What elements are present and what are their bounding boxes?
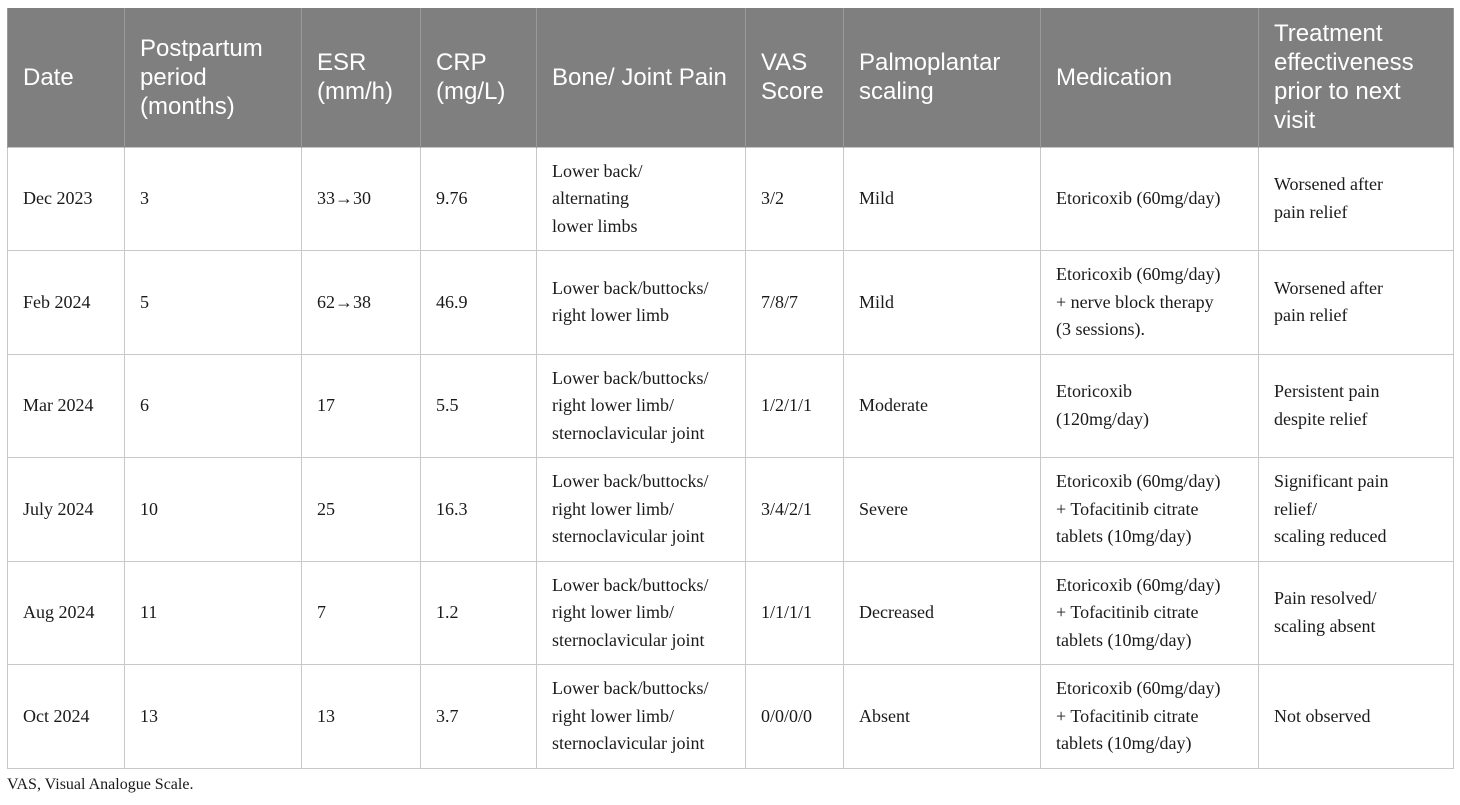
cell-esr: 13 [302,665,421,769]
cell-crp: 46.9 [421,251,537,355]
header-bone-joint-pain: Bone/ Joint Pain [537,8,746,147]
cell-postpartum-period: 11 [125,561,302,665]
table-row [8,147,1454,251]
header-esr: ESR (mm/h) [302,8,421,147]
cell-palmoplantar-scaling: Mild [844,147,1041,251]
header-vas-score: VAS Score [746,8,844,147]
cell-palmoplantar-scaling: Moderate [844,354,1041,458]
cell-date: Feb 2024 [8,251,125,355]
cell-crp: 1.2 [421,561,537,665]
header-palmoplantar-scaling: Palmoplantar scaling [844,8,1041,147]
header-crp: CRP (mg/L) [421,8,537,147]
cell-vas-score: 0/0/0/0 [746,665,844,769]
cell-bone-joint-pain: Lower back/ alternating lower limbs [537,147,746,251]
header-treatment-effectiveness: Treatment effectiveness prior to next visit [1259,8,1454,147]
cell-date: Aug 2024 [8,561,125,665]
cell-date: July 2024 [8,458,125,562]
cell-treatment-effectiveness: Worsened after pain relief [1259,251,1454,355]
cell-treatment-effectiveness: Worsened after pain relief [1259,147,1454,251]
cell-bone-joint-pain: Lower back/buttocks/ right lower limb/ sternoclavicular joint [537,458,746,562]
cell-postpartum-period: 6 [125,354,302,458]
cell-medication: Etoricoxib (60mg/day) + Tofacitinib citrate tablets (10mg/day) [1041,665,1259,769]
table-row [8,561,1454,665]
cell-date: Mar 2024 [8,354,125,458]
cell-esr: 25 [302,458,421,562]
cell-medication: Etoricoxib (60mg/day) + nerve block therapy (3 sessions). [1041,251,1259,355]
cell-esr: 7 [302,561,421,665]
cell-bone-joint-pain: Lower back/buttocks/ right lower limb [537,251,746,355]
cell-palmoplantar-scaling: Mild [844,251,1041,355]
clinical-course-table-container [7,8,1453,769]
cell-medication: Etoricoxib (120mg/day) [1041,354,1259,458]
cell-medication: Etoricoxib (60mg/day) [1041,147,1259,251]
cell-bone-joint-pain: Lower back/buttocks/ right lower limb/ sternoclavicular joint [537,665,746,769]
header-date: Date [8,8,125,147]
cell-postpartum-period: 10 [125,458,302,562]
cell-medication: Etoricoxib (60mg/day) + Tofacitinib citrate tablets (10mg/day) [1041,458,1259,562]
cell-crp: 3.7 [421,665,537,769]
cell-date: Oct 2024 [8,665,125,769]
cell-palmoplantar-scaling: Decreased [844,561,1041,665]
cell-esr: 17 [302,354,421,458]
table-row [8,458,1454,562]
cell-postpartum-period: 13 [125,665,302,769]
cell-crp: 5.5 [421,354,537,458]
cell-vas-score: 7/8/7 [746,251,844,355]
table-footnote: VAS, Visual Analogue Scale. [7,776,194,793]
cell-date: Dec 2023 [8,147,125,251]
cell-vas-score: 1/1/1/1 [746,561,844,665]
cell-palmoplantar-scaling: Severe [844,458,1041,562]
cell-bone-joint-pain: Lower back/buttocks/ right lower limb/ sternoclavicular joint [537,561,746,665]
cell-treatment-effectiveness: Pain resolved/ scaling absent [1259,561,1454,665]
clinical-course-table [7,8,1454,769]
cell-palmoplantar-scaling: Absent [844,665,1041,769]
header-postpartum-period: Postpartum period (months) [125,8,302,147]
cell-crp: 16.3 [421,458,537,562]
cell-crp: 9.76 [421,147,537,251]
cell-treatment-effectiveness: Not observed [1259,665,1454,769]
cell-vas-score: 3/4/2/1 [746,458,844,562]
table-row [8,251,1454,355]
cell-vas-score: 3/2 [746,147,844,251]
cell-postpartum-period: 5 [125,251,302,355]
cell-vas-score: 1/2/1/1 [746,354,844,458]
cell-esr: 62→38 [302,251,421,355]
cell-postpartum-period: 3 [125,147,302,251]
cell-medication: Etoricoxib (60mg/day) + Tofacitinib citrate tablets (10mg/day) [1041,561,1259,665]
table-row [8,665,1454,769]
cell-treatment-effectiveness: Persistent pain despite relief [1259,354,1454,458]
header-medication: Medication [1041,8,1259,147]
cell-esr: 33→30 [302,147,421,251]
cell-bone-joint-pain: Lower back/buttocks/ right lower limb/ sternoclavicular joint [537,354,746,458]
table-row [8,354,1454,458]
table-header-row [8,8,1454,147]
cell-treatment-effectiveness: Significant pain relief/ scaling reduced [1259,458,1454,562]
